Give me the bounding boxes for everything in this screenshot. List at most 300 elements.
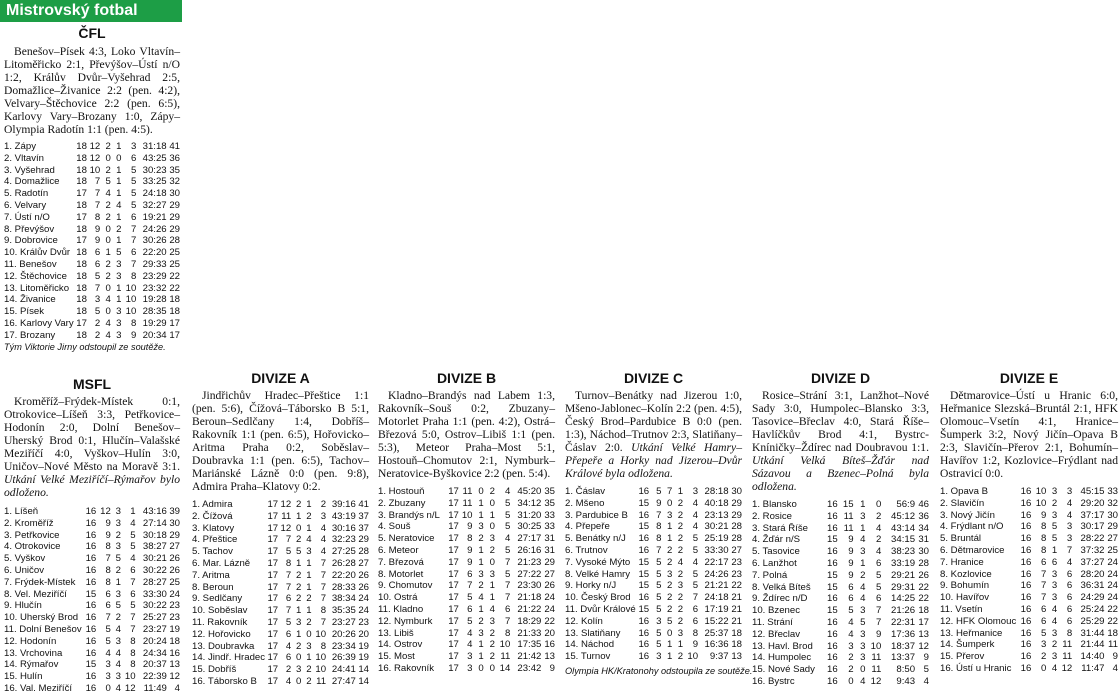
stat-cell: 16 [827,675,838,687]
stat-cell: 16 [85,682,97,694]
stat-cell: 32 [169,176,180,188]
stat-cell: 29 [169,199,180,211]
stat-cell: 16 [85,623,97,635]
team-name-cell: 16. Ústí u Hranic [940,662,1012,674]
stat-cell: 5 [923,664,929,676]
stat-cell: 3 [1051,592,1058,604]
stat-cell: 16 [638,651,650,663]
stat-cell: 9 [848,534,854,546]
stat-cell: 20:37 [142,659,167,671]
stat-cell: 24:41 [331,664,356,676]
stat-cell: 30:21 [142,553,167,565]
stat-cell: 9 [130,329,137,341]
stat-cell: 3 [115,588,122,600]
stat-cell: 9 [875,628,882,640]
stat-cell: 3 [105,671,111,683]
divize-a-table [192,499,369,688]
stat-cell: 17 [169,317,180,329]
team-name-cell: 11. Kladno [378,603,424,615]
stat-cell: 2 [296,534,302,546]
table-row [940,639,1118,651]
stat-cell: 17 [76,235,87,247]
table-row [565,545,742,557]
table-row [752,676,929,688]
stat-cell: 6 [467,603,473,615]
stat-cell: 17 [267,569,279,581]
team-name-cell: 13. Vrchovina [4,647,63,659]
team-name-cell: 9. Ždírec n/D [752,593,808,605]
stat-cell: 4 [875,522,882,534]
stat-cell: 1 [489,592,495,604]
table-row [192,499,369,511]
stat-cell: 37:32 [1080,544,1105,556]
stat-cell: 5 [130,188,137,200]
stat-cell: 1 [860,522,866,534]
stat-cell: 3 [296,616,302,628]
divize-d-results-note: Utkání Velká Bíteš–Žďár nad Sázavou a Bzenec–Polná byla odložena. [752,454,929,493]
stat-cell: 16 [85,671,97,683]
stat-cell: 5 [656,580,662,592]
stat-cell: 1 [116,164,122,176]
stat-cell: 16 [85,529,97,541]
team-name-cell: 8. Velké Hamry [565,568,631,580]
stat-cell: 22:39 [142,671,167,683]
table-row [565,498,742,510]
stat-cell: 5 [115,600,122,612]
stat-cell: 20:24 [142,635,167,647]
cfl-section [4,25,180,353]
stat-cell: 16 [638,486,650,497]
stat-cell: 6 [1041,615,1047,627]
stat-cell: 6 [105,588,111,600]
table-row [192,511,369,523]
stat-cell: 30 [918,546,929,558]
stat-cell: 0 [860,664,866,676]
stat-cell: 5 [105,623,111,635]
table-row [565,592,742,604]
stat-cell: 2 [296,581,302,593]
stat-cell: 3 [666,568,673,580]
stat-cell: 28:35 [142,306,167,318]
stat-cell: 4 [130,517,136,529]
stat-cell: 27:17 [517,533,542,545]
team-name-cell: 14. Humpolec [752,652,812,664]
stat-cell: 23:29 [142,270,167,282]
stat-cell: 22 [169,282,180,294]
table-row [192,523,369,535]
stat-cell: 21:22 [517,603,542,615]
stat-cell: 8 [504,627,511,639]
stat-cell: 15 [638,497,650,509]
stat-cell: 15 [638,556,650,568]
table-row [4,188,180,200]
stat-cell: 15 [85,588,97,600]
stat-cell: 4 [860,581,866,593]
stat-cell: 7 [692,592,699,604]
stat-cell: 5 [656,568,662,580]
table-row [192,534,369,546]
stat-cell: 30:22 [142,600,167,612]
team-name-cell: 9. Dobrovice [4,235,58,247]
stat-cell: 17 [448,521,459,533]
stat-cell: 7 [504,592,511,604]
stat-cell: 7 [94,188,101,200]
table-row [752,499,929,511]
stat-cell: 21:23 [517,556,542,568]
stat-cell: 31:20 [517,509,542,521]
team-name-cell: 15. Dobříš [192,664,237,676]
stat-cell: 16 [85,553,97,565]
stat-cell: 4 [105,188,111,200]
stat-cell: 3 [320,510,327,522]
team-name-cell: 5. Bruntál [940,533,982,545]
stat-cell: 0 [105,306,111,318]
divize-e-title: DIVIZE E [999,370,1059,386]
stat-cell: 2 [489,486,495,497]
stat-cell: 3 [478,568,484,580]
stat-cell: 0 [478,662,484,674]
table-row [4,153,180,165]
stat-cell: 43:14 [891,522,916,534]
stat-cell: 13 [731,651,742,663]
divize-c-note: Olympia HK/Kratonohy odstoupila ze soutěže. [565,665,753,676]
stat-cell: 10 [315,652,327,664]
stat-cell: 7 [130,235,137,247]
stat-cell: 7 [875,616,882,628]
table-row [4,636,180,648]
table-row [4,330,180,342]
stat-cell: 1 [116,282,122,294]
stat-cell: 3 [860,546,866,558]
table-row [940,580,1118,592]
stat-cell: 5 [504,509,511,521]
stat-cell: 3 [1051,627,1058,639]
stat-cell: 6 [1051,556,1058,568]
stat-cell: 2 [1041,651,1047,663]
stat-cell: 1 [296,510,302,522]
stat-cell: 22 [169,270,180,282]
stat-cell: 0 [296,675,302,687]
team-name-cell: 14. Ostrov [378,639,423,651]
team-name-cell: 9. Chomutov [378,580,433,592]
team-name-cell: 9. Bohumín [940,580,990,592]
stat-cell: 5 [875,581,882,593]
stat-cell: 16 [1020,662,1032,674]
stat-cell: 23 [358,616,369,628]
stat-cell: 4 [848,616,854,628]
table-row [4,165,180,177]
table-row [565,486,742,498]
team-name-cell: 16. Táborsko B [192,675,257,687]
cfl-results: Benešov–Písek 4:3, Loko Vltavín–Litoměřicko 2:1, Převýšov–Ústí n/O 1:2, Králův Dvůr–Vyšehrad 2:5, Domažlice–Živanice 2:2 (pen. 4:2), Velvary–Štěchovice 2:2 (pen. 6:5), Karlovy Vary–Brozany 1:0, Zápy–Olympia Radotín 1:1 (pen. 4:5). [4,45,180,136]
stat-cell: 2 [94,329,101,341]
stat-cell: 22 [918,593,929,605]
stat-cell: 21 [731,615,742,627]
stat-cell: 11 [1062,639,1073,651]
cfl-note: Tým Viktorie Jirny odstoupil ze soutěže. [4,341,166,352]
stat-cell: 2 [489,651,495,663]
stat-cell: 1 [478,544,484,556]
table-row [192,593,369,605]
stat-cell: 30 [169,188,180,200]
stat-cell: 6 [94,258,101,270]
stat-cell: 26:28 [331,557,356,569]
team-name-cell: 1. Čáslav [565,486,605,497]
stat-cell: 11 [462,486,473,497]
stat-cell: 21:26 [891,605,916,617]
table-row [565,521,742,533]
stat-cell: 26 [169,553,180,565]
stat-cell: 24 [169,588,180,600]
team-name-cell: 13. Havl. Brod [752,640,813,652]
stat-cell: 23 [731,556,742,568]
stat-cell: 26 [544,580,555,592]
stat-cell: 7 [285,569,292,581]
cfl-title: ČFL [78,25,106,41]
stat-cell: 2 [105,270,111,282]
stat-cell: 16 [85,517,97,529]
stat-cell: 2 [666,544,673,556]
stat-cell: 12 [89,141,101,152]
msfl-results [4,395,180,499]
table-row [192,570,369,582]
stat-cell: 13 [169,659,180,671]
stat-cell: 3 [296,664,302,676]
stat-cell: 41 [358,499,369,510]
stat-cell: 5 [130,600,136,612]
stat-cell: 19:21 [142,211,167,223]
stat-cell: 30 [1107,509,1118,521]
stat-cell: 25:24 [1080,603,1105,615]
stat-cell: 3 [1066,521,1073,533]
cfl-table [4,141,180,342]
stat-cell: 12 [124,682,136,694]
stat-cell: 10 [1035,497,1047,509]
stat-cell: 5 [504,521,511,533]
stat-cell: 16 [1020,497,1032,509]
stat-cell: 24:18 [142,188,167,200]
table-row [752,511,929,523]
team-name-cell: 2. Kroměříž [4,517,54,529]
stat-cell: 11 [843,510,854,522]
stat-cell: 7 [504,580,511,592]
stat-cell: 5 [848,605,854,617]
stat-cell: 1 [478,556,484,568]
stat-cell: 12 [100,506,111,517]
team-name-cell: 7. Frýdek-Místek [4,576,76,588]
table-row [378,580,555,592]
stat-cell: 22:31 [891,616,916,628]
table-row [752,617,929,629]
stat-cell: 10 [315,664,327,676]
stat-cell: 18 [1107,627,1118,639]
stat-cell: 37 [358,510,369,522]
stat-cell: 2 [306,664,312,676]
stat-cell: 16 [827,499,838,510]
stat-cell: 16 [1020,639,1032,651]
stat-cell: 25:19 [704,533,729,545]
table-row [940,557,1118,569]
stat-cell: 1 [489,509,495,521]
stat-cell: 28:18 [704,486,729,497]
stat-cell: 0 [105,152,111,164]
stat-cell: 0 [489,662,495,674]
stat-cell: 8 [320,640,327,652]
stat-cell: 34:12 [517,497,542,509]
stat-cell: 4 [105,329,111,341]
stat-cell: 16 [1020,521,1032,533]
stat-cell: 5 [666,615,673,627]
stat-cell: 17 [918,616,929,628]
team-name-cell: 4. Frýdlant n/O [940,521,1004,533]
stat-cell: 29:20 [1080,497,1105,509]
stat-cell: 30:18 [142,529,167,541]
stat-cell: 3 [478,627,484,639]
stat-cell: 1 [478,639,484,651]
divize-c-table [565,486,742,663]
table-row [378,510,555,522]
msfl-section [4,376,180,695]
stat-cell: 29 [169,223,180,235]
stat-cell: 29:33 [142,258,167,270]
stat-cell: 9 [549,662,555,674]
stat-cell: 5 [467,615,473,627]
table-row [378,592,555,604]
stat-cell: 23:30 [517,580,542,592]
stat-cell: 31 [918,534,929,546]
stat-cell: 17 [448,615,459,627]
table-row [378,628,555,640]
team-name-cell: 8. Velká Bíteš [752,581,811,593]
team-name-cell: 4. Přepeře [565,521,610,533]
stat-cell: 4 [285,675,292,687]
stat-cell: 43:19 [331,510,356,522]
stat-cell: 2 [875,534,882,546]
stat-cell: 0 [306,628,312,640]
table-row [378,545,555,557]
table-row [4,565,180,577]
stat-cell: 2 [115,529,122,541]
divize-c-results-text: Turnov–Benátky nad Jizerou 1:0, Mšeno-Jablonec–Kolín 2:2 (pen. 4:5), Český Brod–Pardubice B 0:0 (pen. 1:3), Náchod–Trutnov 2:3, Slatiňany–Čáslav 2:0. [565,389,742,454]
stat-cell: 5 [860,616,866,628]
stat-cell: 35 [544,486,555,497]
stat-cell: 5 [1051,521,1058,533]
stat-cell: 6 [105,600,111,612]
stat-cell: 11 [462,497,473,509]
stat-cell: 38:27 [142,541,167,553]
stat-cell: 3 [1066,533,1073,545]
table-row [565,569,742,581]
divize-b-section [378,370,555,675]
table-row [4,247,180,259]
stat-cell: 5 [1051,533,1058,545]
stat-cell: 8:50 [896,664,916,676]
stat-cell: 0 [116,152,122,164]
team-name-cell: 7. Vysoké Mýto [565,556,631,568]
stat-cell: 12 [280,499,292,510]
stat-cell: 7 [130,258,137,270]
stat-cell: 17 [267,640,279,652]
stat-cell: 18 [76,282,87,294]
stat-cell: 7 [656,509,662,521]
team-name-cell: 14. Náchod [565,639,615,651]
stat-cell: 4 [1066,497,1073,509]
table-row [192,582,369,594]
stat-cell: 1 [489,580,495,592]
stat-cell: 5 [692,580,699,592]
stat-cell: 3 [860,605,866,617]
stat-cell: 1 [306,652,312,664]
table-row [752,534,929,546]
divize-d-results [752,389,929,493]
stat-cell: 29:21 [891,569,916,581]
stat-cell: 5 [656,603,662,615]
stat-cell: 2 [677,651,684,663]
stat-cell: 22:20 [331,569,356,581]
stat-cell: 13 [544,651,555,663]
stat-cell: 37:27 [1080,556,1105,568]
table-row [378,533,555,545]
stat-cell: 3 [677,580,684,592]
table-row [378,604,555,616]
table-row [4,235,180,247]
stat-cell: 5 [467,592,473,604]
stat-cell: 4 [116,199,122,211]
stat-cell: 18 [76,329,87,341]
stat-cell: 6 [504,603,511,615]
stat-cell: 24 [358,605,369,617]
stat-cell: 40:18 [704,497,729,509]
team-name-cell: 7. Hranice [940,556,984,568]
stat-cell: 8 [1041,521,1047,533]
stat-cell: 4 [692,521,699,533]
table-row [940,628,1118,640]
stat-cell: 2 [296,499,302,510]
stat-cell: 2 [1051,497,1058,509]
stat-cell: 26 [358,581,369,593]
stat-cell: 2 [677,615,684,627]
stat-cell: 5 [656,639,662,651]
stat-cell: 5 [504,568,511,580]
stat-cell: 2 [105,141,111,152]
stat-cell: 17 [267,664,279,676]
team-name-cell: 5. Radotín [4,188,49,200]
stat-cell: 2 [489,544,495,556]
team-name-cell: 10. Soběslav [192,605,248,617]
stat-cell: 12 [918,640,929,652]
team-name-cell: 13. Heřmanice [940,627,1003,639]
stat-cell: 17:35 [517,639,542,651]
team-name-cell: 16. Bystrc [752,675,795,687]
stat-cell: 3 [666,509,673,521]
stat-cell: 32:23 [331,534,356,546]
stat-cell: 4 [860,593,866,605]
stat-cell: 5 [116,247,122,259]
stat-cell: 4 [130,553,136,565]
team-name-cell: 16. Rakovník [378,662,434,674]
table-row [4,176,180,188]
team-name-cell: 10. Bzenec [752,605,801,617]
team-name-cell: 16. Val. Meziříčí [4,682,73,694]
stat-cell: 6 [1066,592,1073,604]
stat-cell: 9:37 [709,651,729,663]
table-row [4,283,180,295]
table-row [4,212,180,224]
team-name-cell: 12. Hodonín [4,635,57,647]
stat-cell: 5 [1041,627,1047,639]
team-name-cell: 3. Stará Říše [752,522,808,534]
stat-cell: 30:25 [517,521,542,533]
